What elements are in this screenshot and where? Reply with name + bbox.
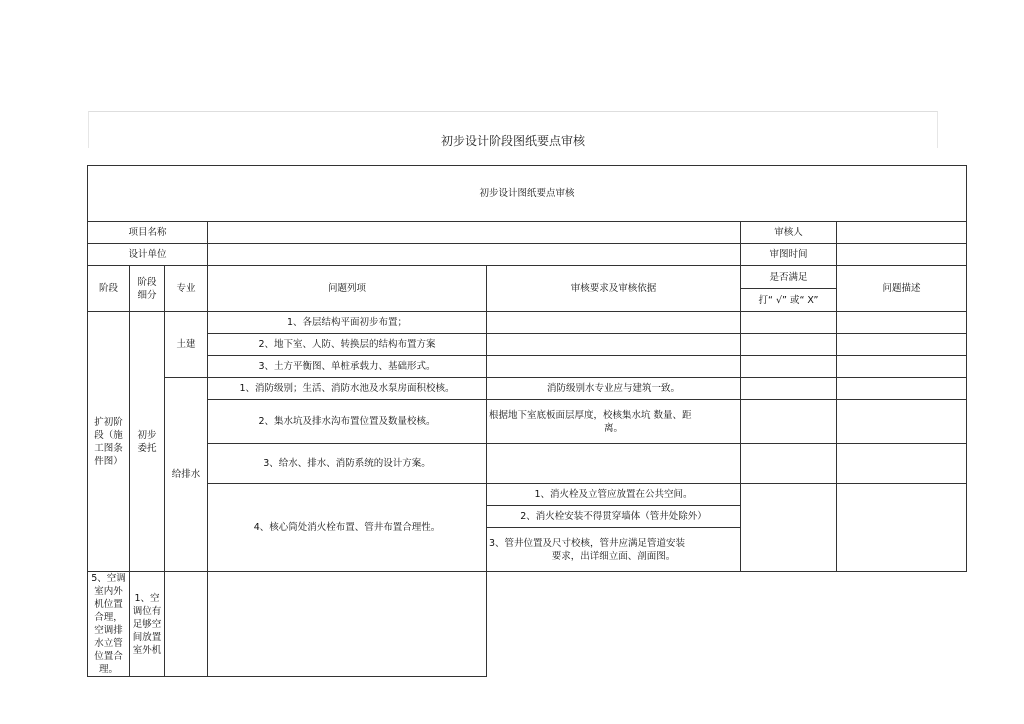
col-header-satisfied: 是否满足 (741, 266, 837, 289)
water-requirement-4b: 2、消火栓安装不得贯穿墙体（管井处除外） (487, 506, 741, 528)
col-header-issues: 问题列项 (208, 266, 487, 312)
water-requirement-5: 1、空调位有足够空间放置室外机 (130, 572, 165, 677)
water-issue-5: 5、空调室内外机位置合理，空调排水立管位置合理。 (88, 572, 130, 677)
water-satisfied-5[interactable] (165, 572, 208, 677)
reviewer-value[interactable] (837, 222, 967, 244)
water-description-5[interactable] (208, 572, 487, 677)
water-requirement-3 (487, 444, 741, 484)
page-header-title: 初步设计阶段图纸要点审核 (440, 134, 585, 148)
water-satisfied-4[interactable] (741, 484, 837, 572)
civil-satisfied-3[interactable] (741, 356, 837, 378)
water-description-1[interactable] (837, 378, 967, 400)
civil-description-2[interactable] (837, 334, 967, 356)
water-requirement-1: 消防级别水专业应与建筑一致。 (487, 378, 741, 400)
review-form-table (87, 165, 967, 677)
water-satisfied-3[interactable] (741, 444, 837, 484)
reviewer-label: 审核人 (741, 222, 837, 244)
civil-description-3[interactable] (837, 356, 967, 378)
civil-requirement-3 (487, 356, 741, 378)
water-requirement-4a: 1、消火栓及立管应放置在公共空间。 (487, 484, 741, 506)
col-header-requirements: 审核要求及审核依据 (487, 266, 741, 312)
col-header-substage-line2: 细分 (137, 289, 157, 301)
water-requirement-2-line1: 根据地下室底板面层厚度，校核集水坑 数量、距 (489, 409, 692, 421)
water-satisfied-2[interactable] (741, 400, 837, 444)
water-satisfied-1[interactable] (741, 378, 837, 400)
col-header-satisfied-mark: 打“ √” 或“ X” (741, 289, 837, 312)
water-description-4[interactable] (837, 484, 967, 572)
water-requirement-2 (487, 400, 741, 444)
water-requirement-4c-line2: 要求，出详细立面、剖面图。 (551, 550, 676, 562)
water-description-2[interactable] (837, 400, 967, 444)
col-header-discipline: 专业 (165, 266, 208, 312)
review-time-label: 审图时间 (741, 244, 837, 266)
stage-line-1: 扩初阶 (94, 416, 123, 428)
col-header-stage: 阶段 (88, 266, 130, 312)
stage-line-4: 件图） (94, 455, 123, 467)
col-header-description: 问题描述 (837, 266, 967, 312)
page-header-frame (88, 111, 938, 148)
water-description-3[interactable] (837, 444, 967, 484)
civil-description-1[interactable] (837, 312, 967, 334)
project-name-label: 项目名称 (88, 222, 208, 244)
design-unit-value[interactable] (208, 244, 741, 266)
water-requirement-4c-line1: 3、管井位置及尺寸校核，管井应满足管道安装 (489, 537, 686, 549)
design-unit-label: 设计单位 (88, 244, 208, 266)
water-requirement-4c (487, 528, 741, 572)
stage-line-3: 工图条 (94, 442, 123, 454)
col-header-substage (130, 266, 165, 312)
civil-satisfied-1[interactable] (741, 312, 837, 334)
water-issue-1: 1、消防级别；生活、消防水池及水泵房面积校核。 (208, 378, 487, 400)
stage-cell (88, 312, 130, 572)
discipline-water: 给排水 (165, 378, 208, 572)
project-name-value[interactable] (208, 222, 741, 244)
water-issue-4: 4、核心筒处消火栓布置、管井布置合理性。 (208, 484, 487, 572)
discipline-civil: 土建 (165, 312, 208, 378)
form-title: 初步设计图纸要点审核 (88, 166, 967, 222)
water-issue-2: 2、集水坑及排水沟布置位置及数量校核。 (208, 400, 487, 444)
review-time-value[interactable] (837, 244, 967, 266)
substage-line-2: 委托 (137, 442, 157, 454)
civil-requirement-1 (487, 312, 741, 334)
water-requirement-2-line2: 离。 (603, 422, 623, 434)
civil-issue-2: 2、地下室、人防、转换层的结构布置方案 (208, 334, 487, 356)
civil-satisfied-2[interactable] (741, 334, 837, 356)
civil-issue-1: 1、各层结构平面初步布置； (208, 312, 487, 334)
civil-issue-3: 3、土方平衡图、单桩承载力、基础形式。 (208, 356, 487, 378)
stage-line-2: 段（施 (94, 429, 123, 441)
col-header-substage-line1: 阶段 (137, 276, 157, 288)
substage-line-1: 初步 (137, 429, 157, 441)
substage-cell (130, 312, 165, 572)
water-issue-3: 3、给水、排水、消防系统的设计方案。 (208, 444, 487, 484)
civil-requirement-2 (487, 334, 741, 356)
